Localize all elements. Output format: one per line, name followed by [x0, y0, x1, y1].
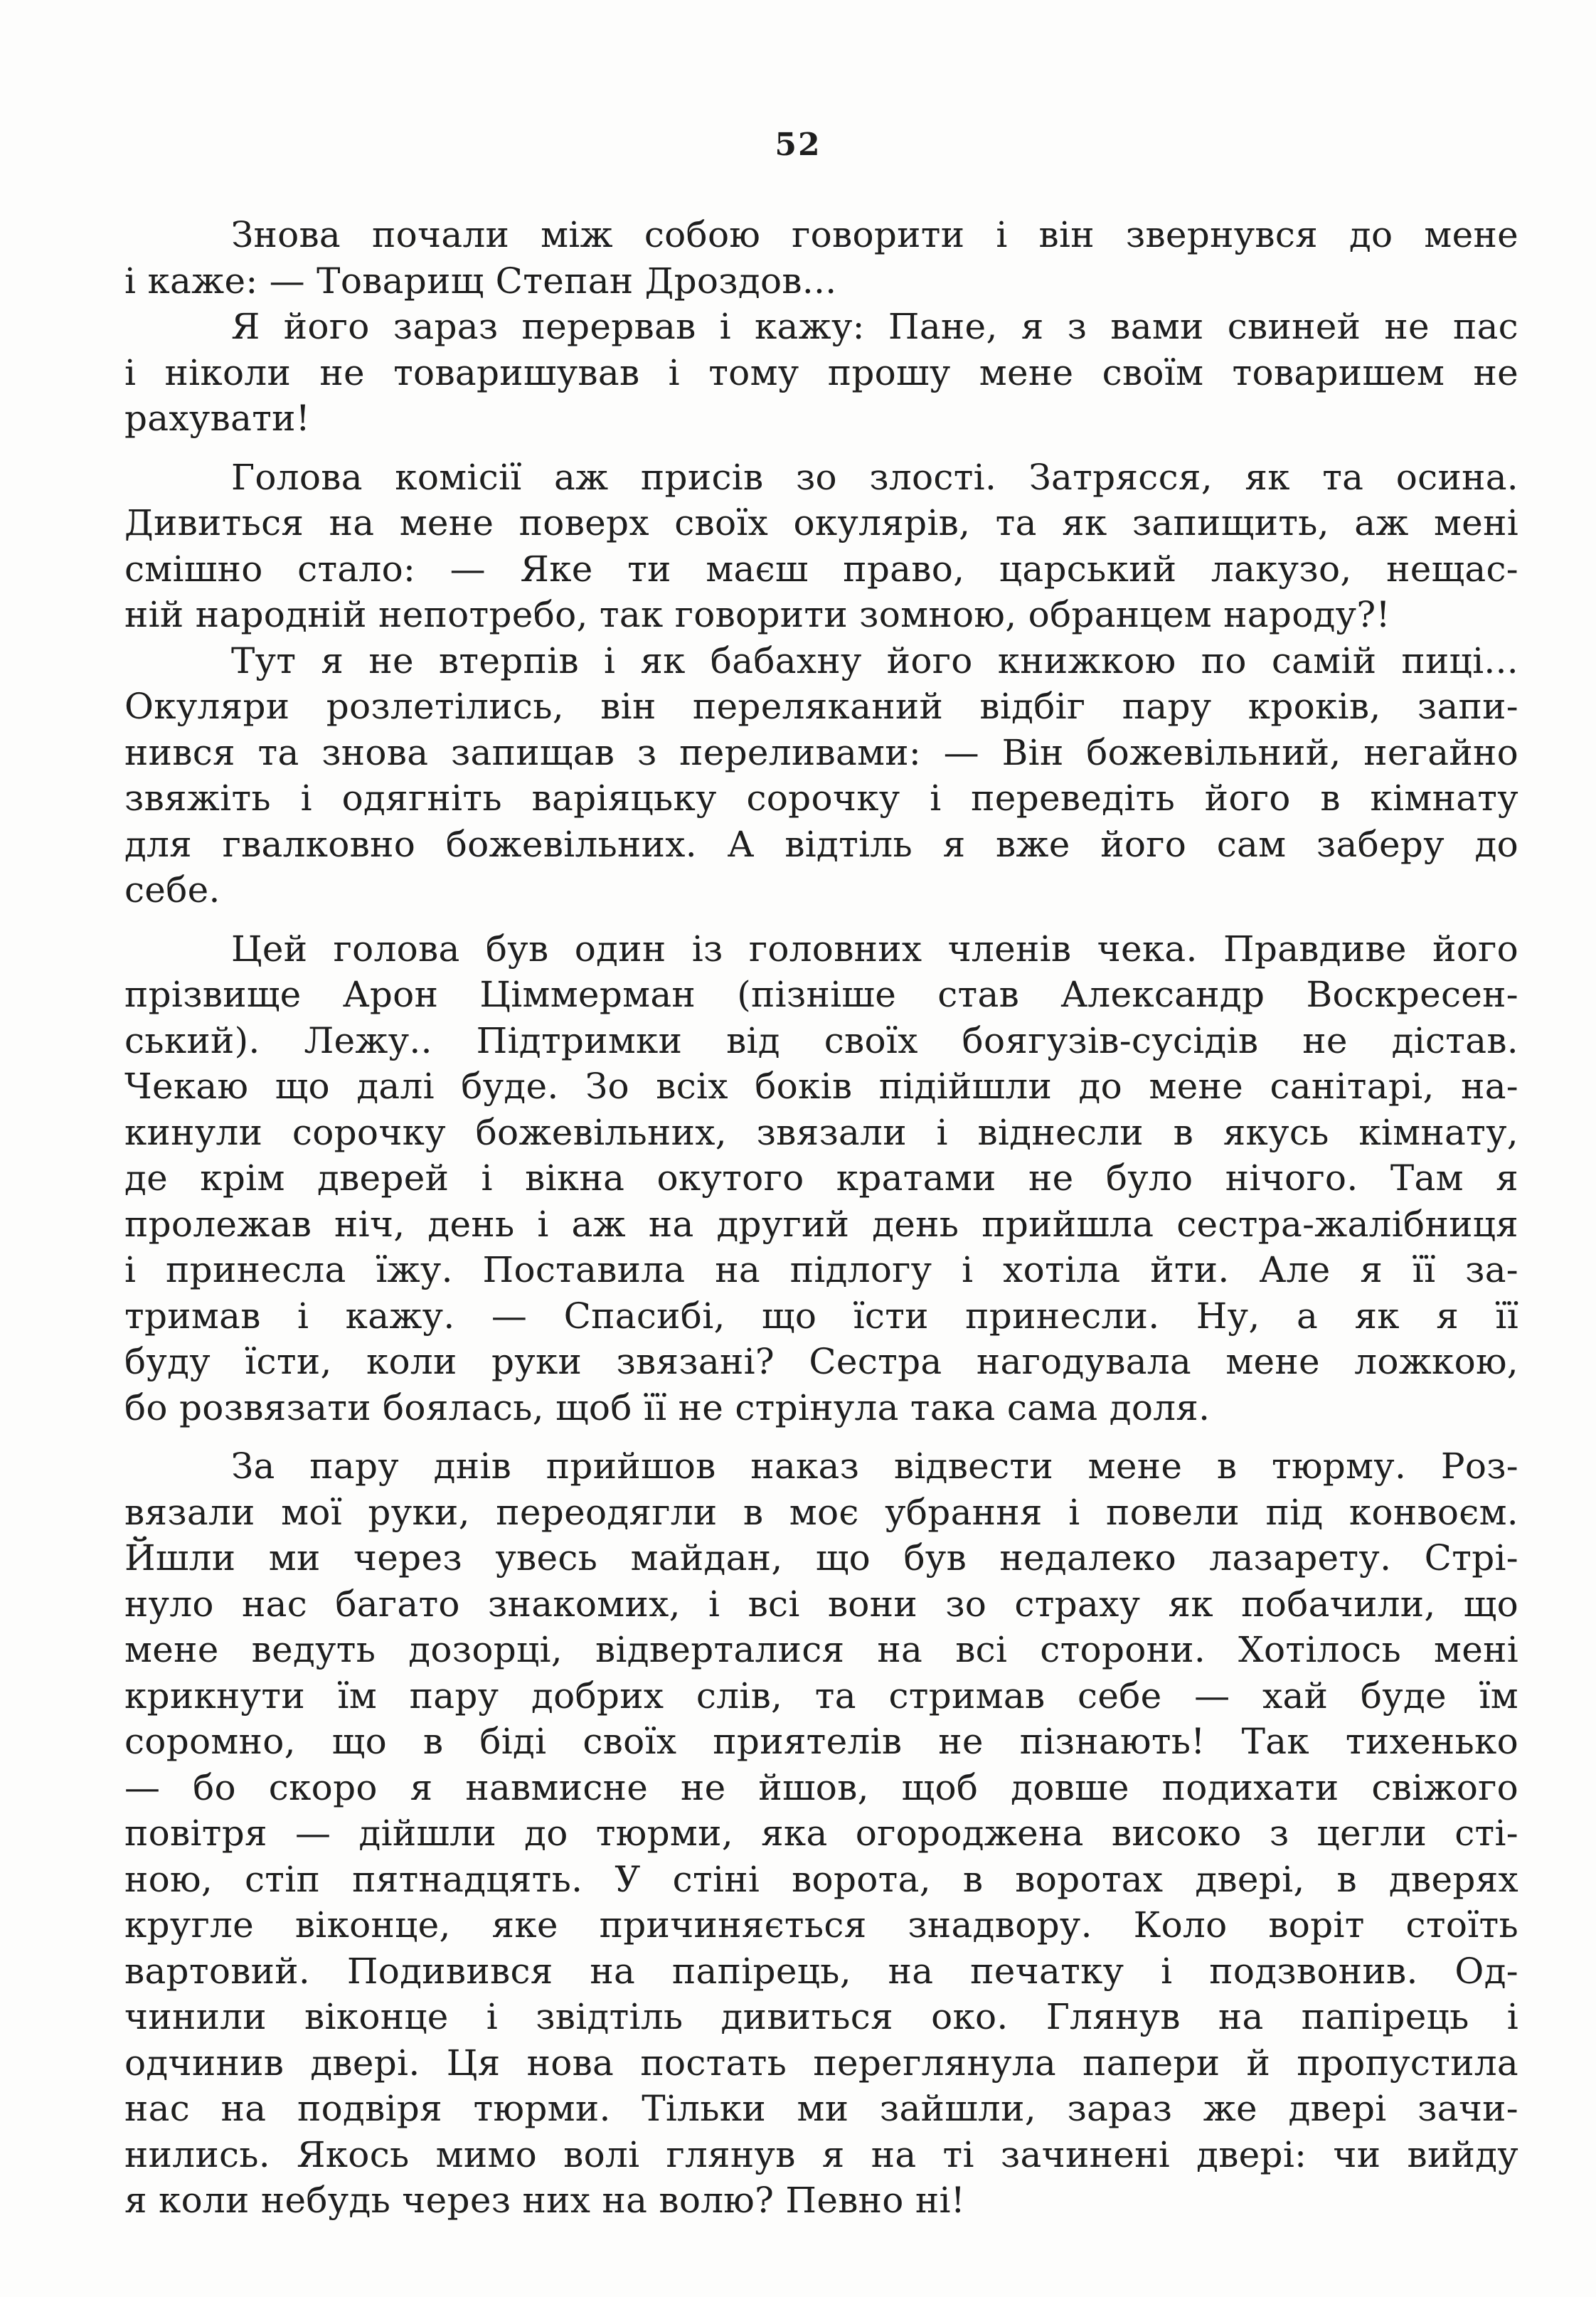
text-line: Йшли ми через увесь майдан, що був недалеко лазарету. Стрі-: [124, 1537, 1518, 1579]
text-line: нас на подвіря тюрми. Тільки ми зайшли, зараз же двері зачи-: [124, 2088, 1518, 2129]
paragraph-gap: [124, 913, 1518, 926]
body-text: [124, 212, 1518, 2224]
text-line: соромно, що в біді своїх приятелів не пізнають! Так тихенько: [124, 1721, 1518, 1762]
text-line: Окуляри розлетілись, він переляканий відбіг пару кроків, запи-: [124, 686, 1518, 727]
text-line: Голова комісії аж присів зо злості. Затрясся, як та осина.: [231, 456, 1518, 498]
text-line: кинули сорочку божевільних, звязали і віднесли в якусь кімнату,: [124, 1111, 1518, 1153]
text-line: — бо скоро я навмисне не йшов, щоб довше подихати свіжого: [124, 1766, 1518, 1808]
paragraph-3: [124, 455, 1518, 638]
text-line: Я його зараз перервав і кажу: Пане, я з вами свиней не пас: [231, 306, 1518, 347]
text-line: вязали мої руки, переодягли в моє убрання і повели під конвоєм.: [124, 1491, 1518, 1533]
text-line: Дивиться на мене поверх своїх окулярів, та як запищить, аж мені: [124, 502, 1518, 543]
text-line: одчинив двері. Ця нова постать переглянула папери й пропустила: [124, 2042, 1518, 2084]
text-line: бо розвязати боялась, щоб її не стрінула така сама доля.: [124, 1386, 1211, 1428]
text-line: чинили віконце і звідтіль дивиться око. Глянув на папірець і: [124, 1996, 1518, 2037]
text-line: пролежав ніч, день і аж на другий день прийшла сестра-жалібниця: [124, 1203, 1518, 1245]
paragraph-4: [124, 638, 1518, 913]
text-line: рахувати!: [124, 398, 311, 439]
paragraph-gap: [124, 442, 1518, 455]
text-line: де крім дверей і вікна окутого кратами не було нічого. Там я: [124, 1157, 1518, 1199]
text-line: для гвалковно божевільних. А відтіль я вже його сам заберу до: [124, 823, 1518, 865]
text-line: я коли небудь через них на волю? Певно ні!: [124, 2180, 966, 2221]
text-line: мене ведуть дозорці, відверталися на всі сторони. Хотілось мені: [124, 1629, 1518, 1670]
text-line: і ніколи не товаришував і тому прошу мене своїм товаришем не: [124, 351, 1518, 393]
text-line: Знова почали між собою говорити і він звернувся до мене: [231, 214, 1518, 255]
text-line: За пару днів прийшов наказ відвести мене в тюрму. Роз-: [231, 1445, 1518, 1487]
text-line: і принесла їжу. Поставила на підлогу і хотіла йти. Але я її за-: [124, 1249, 1518, 1290]
text-line: смішно стало: — Яке ти маєш право, царський лакузо, нещас-: [124, 548, 1518, 590]
text-line: звяжіть і одягніть варіяцьку сорочку і переведіть його в кімнату: [124, 778, 1518, 819]
text-line: нуло нас багато знакомих, і всі вони зо страху як побачили, що: [124, 1583, 1518, 1625]
text-line: Тут я не втерпів і як бабахну його книжкою по самій пиці...: [231, 640, 1518, 681]
text-line: нились. Якось мимо волі глянув я на ті зачинені двері: чи вийду: [124, 2133, 1518, 2175]
text-line: прізвище Арон Ціммерман (пізніше став Александр Воскресен-: [124, 974, 1518, 1015]
text-line: вартовий. Подивився на папірець, на печатку і подзвонив. Од-: [124, 1950, 1518, 1992]
text-line: нився та знова запищав з переливами: — Він божевільний, негайно: [124, 731, 1518, 773]
paragraph-2: [124, 304, 1518, 442]
page-number: 52: [775, 127, 821, 163]
text-line: кругле віконце, яке причиняється знадвору. Коло воріт стоїть: [124, 1904, 1518, 1946]
text-line: тримав і кажу. — Спасибі, що їсти принесли. Ну, а як я її: [124, 1295, 1518, 1337]
paragraph-1: [124, 212, 1518, 304]
text-line: ній народній непотребо, так говорити зомною, обранцем народу?!: [124, 594, 1390, 635]
text-line: повітря — дійшли до тюрми, яка огороджена високо з цегли сті-: [124, 1813, 1518, 1854]
text-line: ський). Лежу.. Підтримки від своїх боягузів-сусідів не дістав.: [124, 1019, 1518, 1061]
text-line: ною, стіп пятнадцять. У стіні ворота, в воротах двері, в дверях: [124, 1858, 1518, 1900]
text-line: Чекаю що далі буде. Зо всіх боків підійшли до мене санітарі, на-: [124, 1066, 1518, 1107]
text-line: крикнути їм пару добрих слів, та стримав себе — хай буде їм: [124, 1675, 1518, 1717]
paragraph-gap: [124, 1431, 1518, 1443]
text-line: Цей голова був один із головних членів чека. Правдиве його: [231, 928, 1518, 970]
paragraph-6: [124, 1443, 1518, 2224]
text-line: і каже: — Товарищ Степан Дроздов...: [124, 260, 837, 302]
text-line: буду їсти, коли руки звязані? Сестра нагодувала мене ложкою,: [124, 1341, 1518, 1382]
text-line: себе.: [124, 869, 220, 911]
paragraph-5: [124, 926, 1518, 1431]
